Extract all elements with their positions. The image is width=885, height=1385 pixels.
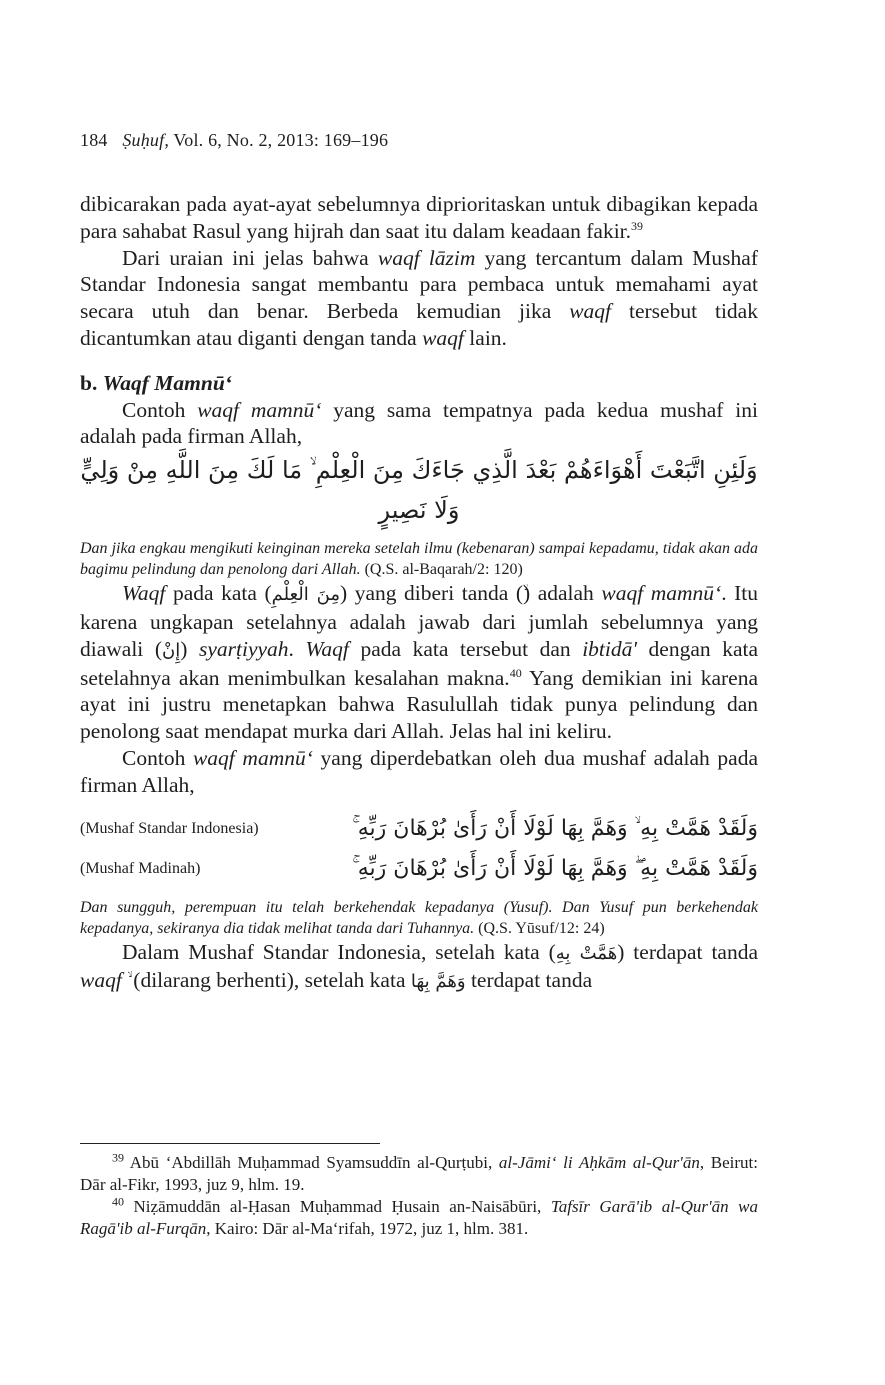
footnote-ref-39[interactable]: 39	[631, 218, 644, 233]
paragraph-4: Waqf pada kata (مِنَ الْعِلْمِ) yang diberi tanda () adalah waqf mamnū‘. Itu karena ungkapan setelahnya adalah jawab dari jumlah sebelumnya yang diawali (إِنْ) syarṭiyyah. Waqf pada kata tersebut dan ibtidā' dengan kata setelahnya akan menimbulkan kesalahan makna.$^{40}$ Yang demikian ini karena ayat ini justru menetapkan bahwa Rasulullah tidak punya pelindung dan penolong saat mendapat murka dari Allah. Jelas hal ini keliru.	[80, 581, 758, 744]
verse-translation-2: Dan sungguh, perempuan itu telah berkehendak kepadanya (Yusuf). Dan Yusuf pun berkehendak kepadanya, sekiranya dia tidak melihat tanda dari Tuhannya. (Q.S. Yūsuf/12: 24)	[80, 898, 758, 937]
verse-row-standar	[80, 809, 758, 849]
quran-verse-yusuf: وَلَقَدْ هَمَّتْ بِهِ ۙ وَهَمَّ بِهَا لَوْلَا أَنْ رَأَىٰ بُرْهَانَ رَبِّهِ ۚ	[352, 815, 758, 841]
quran-verse-yusuf: وَلَقَدْ هَمَّتْ بِهِ ۖ وَهَمَّ بِهَا لَوْلَا أَنْ رَأَىٰ بُرْهَانَ رَبِّهِ ۚ	[352, 855, 758, 881]
quran-verse-baqarah: وَلَئِنِ اتَّبَعْتَ أَهْوَاءَهُمْ بَعْدَ الَّذِي جَاءَكَ مِنَ الْعِلْمِ ۙ مَا لَكَ مِنَ اللَّهِ مِنْ وَلِيٍّ وَلَا نَصِيرٍ	[80, 456, 758, 525]
paragraph-1: dibicarakan pada ayat-ayat sebelumnya diprioritaskan untuk dibagikan kepada para sahabat Rasul yang hijrah dan saat itu dalam keadaan fakir.$^{39}$	[80, 192, 758, 243]
mushaf-label: (Mushaf Standar Indonesia)	[80, 819, 259, 837]
footnote-40: $^{40}$ Niẓāmuddān al-Ḥasan Muḥammad Ḥusain an-Naisābūri, Tafsīr Garā'ib al-Qur'ān wa Ragā'ib al-Furqān, Kairo: Dār al-Ma‘rifah, 1972, juz 1, hlm. 381.	[80, 1194, 758, 1238]
page-number: 184	[80, 130, 108, 150]
verse-translation-1: Dan jika engkau mengikuti keinginan mereka setelah ilmu (kebenaran) sampai kepadamu, tidak akan ada bagimu pelindung dan penolong dari Allah. (Q.S. al-Baqarah/2: 120)	[80, 540, 758, 579]
footnotes	[80, 1152, 758, 1240]
section-heading: b. Waqf Mamnū‘	[80, 370, 232, 395]
journal-name: Ṣuḥuf,	[122, 130, 170, 150]
paragraph-6: Dalam Mushaf Standar Indonesia, setelah kata (هَمَّتْ بِهِ) terdapat tanda waqf ۙ (dilarang berhenti), setelah kata وَهَمَّ بِهَا terdapat tanda	[80, 939, 758, 993]
verse-row-madinah	[80, 849, 758, 889]
running-header	[80, 130, 388, 151]
mushaf-label: (Mushaf Madinah)	[80, 859, 201, 877]
paragraph-5: Contoh waqf mamnū‘ yang diperdebatkan oleh dua mushaf adalah pada firman Allah,	[80, 745, 758, 797]
main-text	[80, 191, 758, 996]
paragraph-3: Contoh waqf mamnū‘ yang sama tempatnya pada kedua mushaf ini adalah pada firman Allah,	[80, 397, 758, 449]
paragraph-2: Dari uraian ini jelas bahwa waqf lāzim yang tercantum dalam Mushaf Standar Indonesia sangat membantu para pembaca untuk memahami ayat secara utuh dan benar. Berbeda kemudian jika waqf tersebut tidak dicantumkan atau diganti dengan tanda waqf lain.	[80, 245, 758, 350]
footnote-ref-40[interactable]: 40	[509, 665, 522, 680]
footnote-divider	[80, 1143, 380, 1144]
journal-volume: Vol. 6, No. 2, 2013: 169–196	[173, 130, 389, 150]
footnote-39: $^{39}$ Abū ‘Abdillāh Muḥammad Syamsuddīn al-Qurṭubi, al-Jāmi‘ li Aḥkām al-Qur'ān, Beirut: Dār al-Fikr, 1993, juz 9, hlm. 19.	[80, 1150, 758, 1194]
